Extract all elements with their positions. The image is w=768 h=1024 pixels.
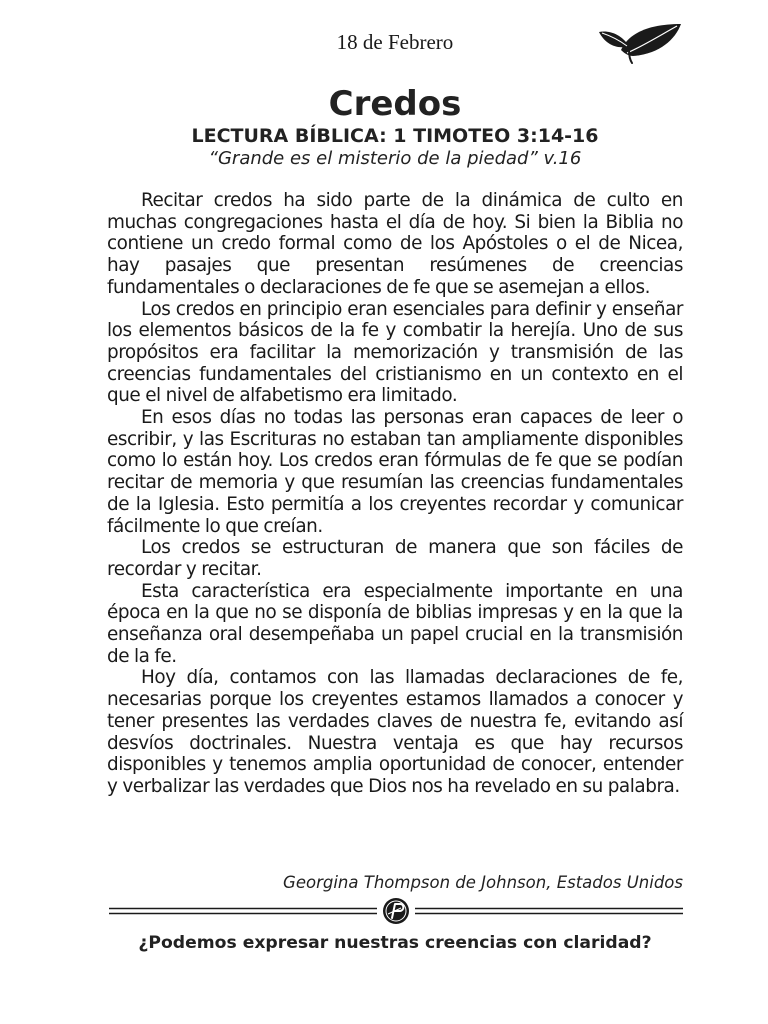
reflection-question: ¿Podemos expresar nuestras creencias con claridad?	[138, 933, 652, 953]
paragraph: Recitar credos ha sido parte de la dinámica de culto en muchas congregaciones hasta el día de hoy. Si bien la Biblia no contiene un credo formal como de los Apóstoles o el de Nicea, hay pasajes que presentan resúmenes de creencias fundamentales o declaraciones de fe que se asemejan a ellos.	[107, 190, 683, 298]
page-title: Credos	[328, 84, 462, 124]
devotional-page	[107, 0, 683, 1024]
bible-reading: LECTURA BÍBLICA: 1 TIMOTEO 3:14-16	[191, 125, 599, 147]
leaf-icon	[599, 20, 683, 64]
paragraph: En esos días no todas las personas eran capaces de leer o escribir, y las Escrituras no estaban tan ampliamente disponibles como lo están hoy. Los credos eran fórmulas de fe que se podían recitar de memoria y que resumían las creencias fundamentales de la Iglesia. Esto permitía a los creyentes recordar y comunicar fácilmente lo que creían.	[107, 407, 683, 537]
section-divider	[109, 896, 683, 926]
devotional-body	[107, 190, 683, 798]
key-verse: “Grande es el misterio de la piedad” v.16	[208, 148, 582, 169]
paragraph: Esta característica era especialmente importante en una época en la que no se disponía de biblias impresas y en la que la enseñanza oral desempeñaba un papel crucial en la transmisión de la fe.	[107, 580, 683, 667]
p-emblem-icon	[383, 898, 409, 924]
paragraph: Los credos en principio eran esenciales para definir y enseñar los elementos básicos de la fe y combatir la herejía. Uno de sus propósitos era facilitar la memorización y transmisión de las creencias fundamentales del cristianismo en un contexto en el que el nivel de alfabetismo era limitado.	[107, 298, 683, 407]
page-date: 18 de Febrero	[336, 30, 454, 54]
author-signature: Georgina Thompson de Johnson, Estados Unidos	[283, 873, 683, 892]
paragraph: Los credos se estructuran de manera que son fáciles de recordar y recitar.	[107, 537, 683, 580]
paragraph: Hoy día, contamos con las llamadas declaraciones de fe, necesarias porque los creyentes estamos llamados a conocer y tener presentes las verdades claves de nuestra fe, evitando así desvíos doctrinales. Nuestra ventaja es que hay recursos disponibles y tenemos amplia oportunidad de conocer, entender y verbalizar las verdades que Dios nos ha revelado en su palabra.	[107, 667, 683, 797]
